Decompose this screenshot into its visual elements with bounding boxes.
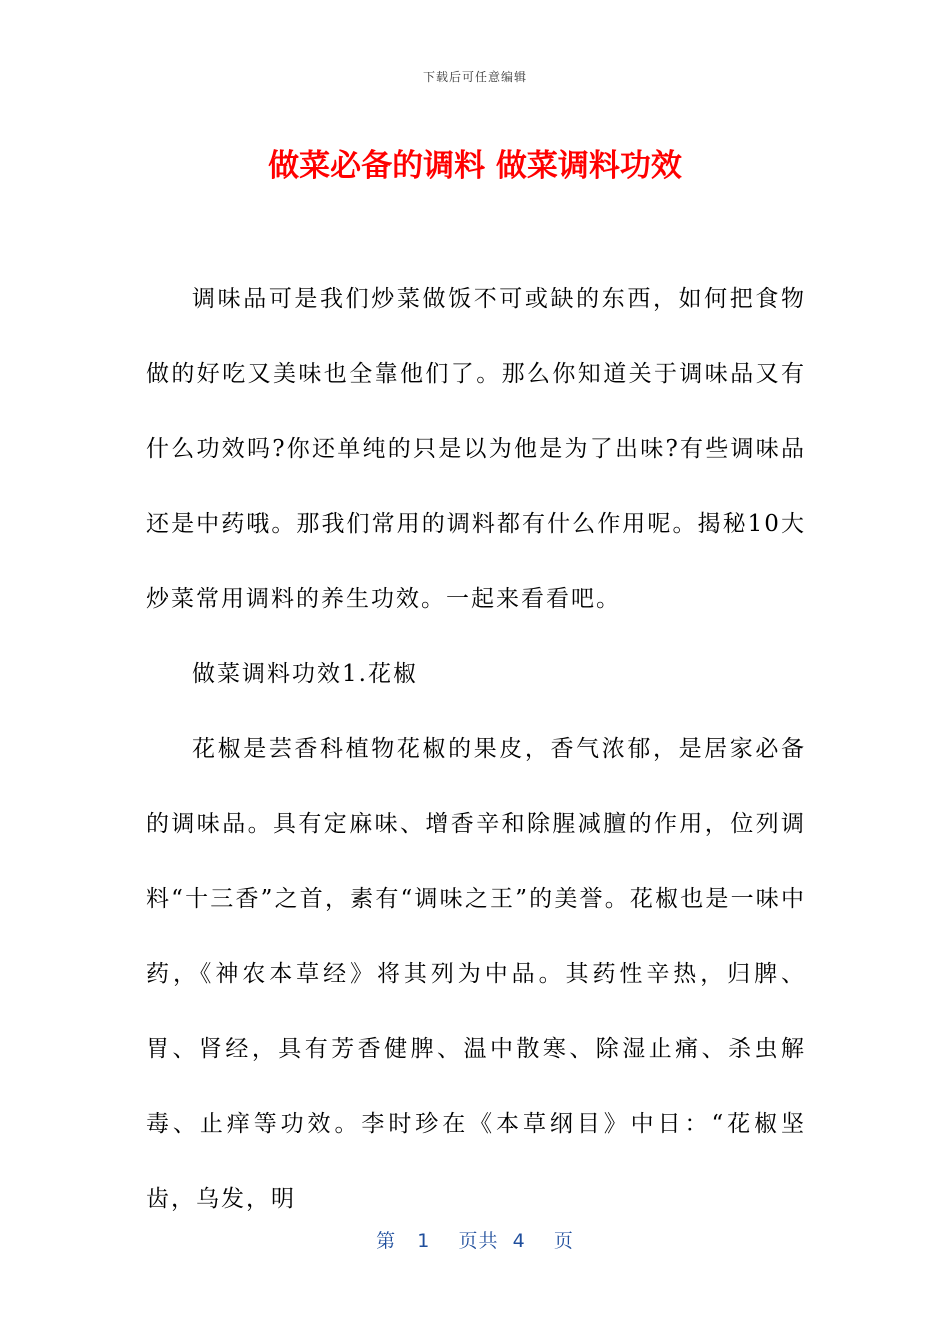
paragraph-intro: 调味品可是我们炒菜做饭不可或缺的东西，如何把食物做的好吃又美味也全靠他们了。那么你知道关于调味品又有什么功效吗?你还单纯的只是以为他是为了出味?有些调味品还是中药哦。那我们常用的调料都有什么作用呢。揭秘10大炒菜常用调料的养生功效。一起来看看吧。	[146, 286, 806, 612]
footer-prefix: 第	[376, 1230, 397, 1252]
footer-current-page: 1	[417, 1230, 431, 1252]
section-heading-pepper: 做菜调料功效1.花椒	[192, 661, 418, 687]
footer-suffix: 页	[553, 1230, 574, 1252]
footer-total-pages: 4	[512, 1230, 526, 1252]
document-body	[146, 262, 806, 1237]
footer-middle: 页共	[458, 1230, 499, 1252]
paragraph-pepper: 花椒是芸香科植物花椒的果皮，香气浓郁，是居家必备的调味品。具有定麻味、增香辛和除腥减膻的作用，位列调料“十三香”之首，素有“调味之王”的美誉。花椒也是一味中药，《神农本草经》将其列为中品。其药性辛热，归脾、胃、肾经，具有芳香健脾、温中散寒、除湿止痛、杀虫解毒、止痒等功效。李时珍在《本草纲目》中日：“花椒坚齿，乌发，明	[146, 736, 806, 1212]
page-footer	[0, 1226, 950, 1253]
document-title: 做菜必备的调料 做菜调料功效	[268, 148, 682, 184]
header-note: 下载后可任意编辑	[422, 70, 527, 84]
